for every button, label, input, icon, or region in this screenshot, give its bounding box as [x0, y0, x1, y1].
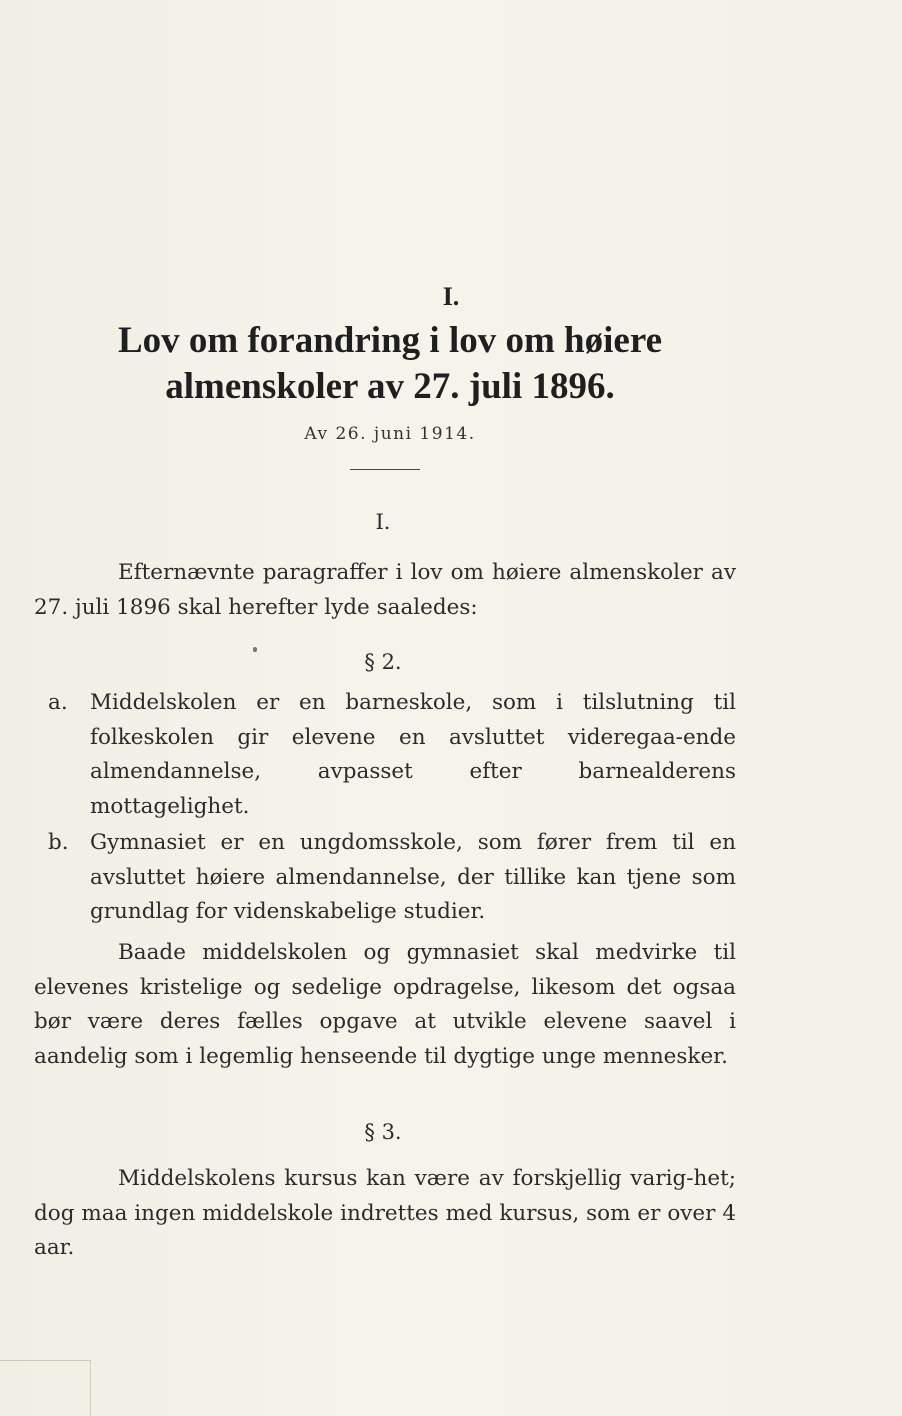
paragraph-3-text: Middelskolens kursus kan være av forskjellig varig-het; dog maa ingen middelskole indrettes med kursus, som er over 4 aar. [34, 1166, 736, 1261]
document-title [0, 318, 780, 410]
list-item-a [34, 686, 736, 825]
document-date: Av 26. juni 1914. [304, 424, 476, 444]
list-marker-a: a. [48, 690, 68, 715]
list-marker-b: b. [48, 830, 69, 855]
paragraph-3-heading: § 3. [364, 1120, 402, 1144]
section-number: I. [375, 510, 391, 534]
list-text-b: Gymnasiet er en ungdomsskole, som fører frem til en avsluttet høiere almendannelse, der tillike kan tjene som grundlag for videnskabelige studier. [90, 830, 736, 925]
scan-edge-line-vertical [90, 1360, 91, 1416]
scan-edge-line [0, 1360, 90, 1361]
list-item-b [34, 826, 736, 930]
chapter-numeral: I. [442, 282, 460, 311]
title-line-2: almenskoler av 27. juli 1896. [165, 366, 615, 407]
section-intro: Efternævnte paragraffer i lov om høiere almenskoler av 27. juli 1896 skal herefter lyde saaledes: [34, 560, 736, 620]
paragraph-2-heading: § 2. [364, 650, 402, 674]
list-text-a: Middelskolen er en barneskole, som i tilslutning til folkeskolen gir elevene en avsluttet videregaa-ende almendannelse, avpasset efter barnealderens mottagelighet. [90, 690, 736, 820]
divider-rule [350, 469, 420, 470]
paragraph-2-closing: Baade middelskolen og gymnasiet skal medvirke til elevenes kristelige og sedelige opdragelse, likesom det ogsaa bør være deres fælles opgave at utvikle elevene saavel i aandelig som i legemlig henseende til dygtige unge mennesker. [34, 940, 736, 1070]
title-line-1: Lov om forandring i lov om høiere [117, 320, 662, 361]
